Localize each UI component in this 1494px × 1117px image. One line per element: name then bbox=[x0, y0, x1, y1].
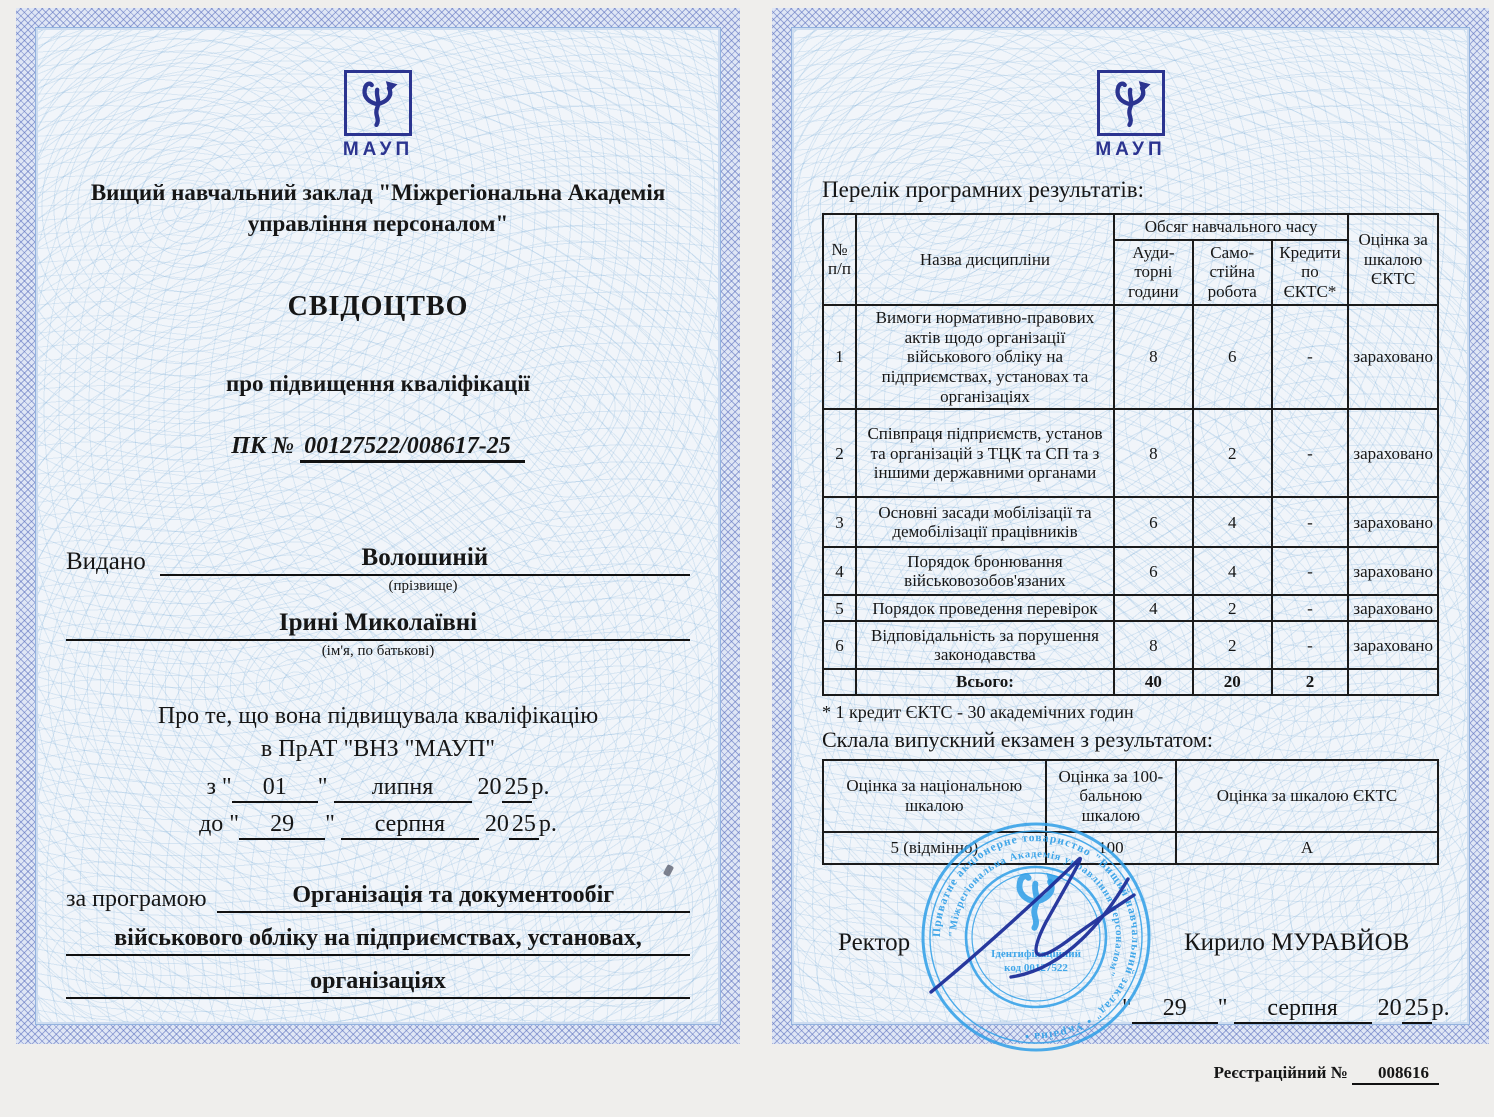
maup-logo bbox=[66, 70, 690, 161]
exam-col-ects: Оцінка за шкалою ЄКТС bbox=[1176, 760, 1438, 832]
svg-text:Приватне акціонерне товариство bbox=[931, 832, 1141, 1042]
table-row: 2 Співпраця підприємств, установ та організацій з ТЦК та СП та з іншими державними органами 8 2 - зараховано bbox=[823, 409, 1438, 497]
table-row: 4 Порядок бронювання військовозобов'язаних 6 4 - зараховано bbox=[823, 547, 1438, 595]
document-subtitle: про підвищення кваліфікації bbox=[226, 371, 530, 397]
issue-date-month: серпня bbox=[1234, 995, 1372, 1024]
exam-national-value: 5 (відмінно) bbox=[823, 832, 1046, 864]
certificate-back-inner bbox=[791, 27, 1470, 1083]
certificate-back-page bbox=[772, 8, 1489, 1083]
document-title: СВІДОЦТВО bbox=[287, 291, 469, 323]
issued-label: Видано bbox=[66, 547, 146, 575]
maup-logo-icon bbox=[1097, 70, 1165, 136]
credits-footnote: * 1 кредит ЄКТС - 30 академічних годин bbox=[822, 702, 1134, 723]
stamp-id-line1: Ідентифікаційний bbox=[991, 948, 1081, 961]
surname-value: Волошиній bbox=[160, 544, 690, 576]
certificate-front-page bbox=[16, 8, 740, 1044]
table-total-row bbox=[823, 669, 1438, 695]
results-title: Перелік програмних результатів: bbox=[822, 177, 1144, 202]
stamp-outer-text: Приватне акціонерне товариство "Вищий навчальний заклад" • Україна • bbox=[930, 832, 1142, 1043]
rector-name: Кирило МУРАВЙОВ bbox=[1184, 929, 1410, 957]
col-header-audit: Ауди-торні години bbox=[1114, 240, 1193, 305]
date-to-line: до " 29 " серпня 20 25 р. bbox=[66, 811, 690, 840]
stamp-id-line2: код 00127522 bbox=[1004, 962, 1068, 975]
program-section bbox=[66, 882, 690, 999]
table-row: 6 Відповідальність за порушення законодавства 8 2 - зараховано bbox=[823, 621, 1438, 669]
program-line-2: військового обліку на підприємствах, установах, bbox=[66, 925, 690, 956]
exam-points-value: 100 bbox=[1046, 832, 1176, 864]
round-stamp bbox=[916, 817, 1156, 1057]
surname-caption: (прізвище) bbox=[388, 577, 458, 594]
col-header-self-work: Само-стійна робота bbox=[1193, 240, 1272, 305]
given-name-caption: (ім'я, по батькові) bbox=[321, 642, 435, 659]
date-to-month: серпня bbox=[341, 811, 479, 840]
program-line-1: Організація та документообіг bbox=[217, 882, 690, 913]
table-row: 1 Вимоги нормативно-правових актів щодо організації військового обліку на підприємствах, установах та організаціях 8 6 - зараховано bbox=[823, 305, 1438, 410]
date-to-day: 29 bbox=[239, 811, 325, 840]
date-to-year: 25 bbox=[509, 811, 539, 840]
col-header-grade: Оцінка за шкалою ЄКТС bbox=[1348, 214, 1438, 305]
certificate-number: ПК № 00127522/008617-25 bbox=[66, 433, 690, 460]
given-name-value: Ірині Миколаївні bbox=[66, 609, 690, 641]
total-self-work: 20 bbox=[1193, 669, 1272, 695]
maup-logo-caption: МАУП bbox=[342, 139, 414, 160]
registration-line bbox=[1214, 1063, 1439, 1083]
maup-logo-icon bbox=[344, 70, 412, 136]
col-header-num: № п/п bbox=[823, 214, 856, 305]
table-row: 5 Порядок проведення перевірок 4 2 - зараховано bbox=[823, 595, 1438, 621]
issue-date-line: " 29 " серпня 20 25 р. bbox=[1122, 995, 1450, 1024]
table-row: 3 Основні засади мобілізації та демобілізації працівників 6 4 - зараховано bbox=[823, 497, 1438, 547]
institution-name: Вищий навчальний заклад "Міжрегіональна Академія управління персоналом" bbox=[90, 180, 666, 237]
maup-logo bbox=[822, 70, 1439, 161]
paper-speck bbox=[663, 864, 674, 877]
total-audit: 40 bbox=[1114, 669, 1193, 695]
certificate-front-inner bbox=[35, 27, 721, 1025]
col-header-time-group: Обсяг навчального часу bbox=[1114, 214, 1348, 240]
exam-col-points: Оцінка за 100-бальною шкалою bbox=[1046, 760, 1176, 832]
rector-label: Ректор bbox=[838, 929, 911, 957]
total-label: Всього: bbox=[856, 669, 1114, 695]
date-from-day: 01 bbox=[232, 774, 318, 803]
issue-date-day: 29 bbox=[1132, 995, 1218, 1024]
results-table bbox=[822, 213, 1439, 696]
col-header-credits: Кредити по ЄКТС* bbox=[1272, 240, 1349, 305]
registration-number: 008616 bbox=[1352, 1063, 1439, 1085]
statement-text: Про те, що вона підвищувала кваліфікацію в ПрАТ "ВНЗ "МАУП" bbox=[157, 702, 599, 762]
date-from-line: з " 01 " липня 20 25 р. bbox=[66, 774, 690, 803]
date-from-year: 25 bbox=[502, 774, 532, 803]
stamp-inner-text: "Міжрегіональна Академія управління персоналом" bbox=[947, 849, 1125, 979]
program-label: за програмою bbox=[66, 885, 207, 912]
date-from-month: липня bbox=[334, 774, 472, 803]
maup-logo-caption: МАУП bbox=[1095, 139, 1166, 160]
total-credits: 2 bbox=[1272, 669, 1349, 695]
col-header-discipline: Назва дисципліни bbox=[856, 214, 1114, 305]
exam-ects-value: А bbox=[1176, 832, 1438, 864]
exam-col-national: Оцінка за національною шкалою bbox=[823, 760, 1046, 832]
exam-title: Склала випускний екзамен з результатом: bbox=[822, 727, 1214, 753]
registration-label: Реєстраційний № bbox=[1213, 1063, 1348, 1083]
issued-to-row bbox=[66, 544, 690, 576]
issue-date-year: 25 bbox=[1402, 995, 1432, 1024]
program-line-3: організаціях bbox=[66, 968, 690, 999]
